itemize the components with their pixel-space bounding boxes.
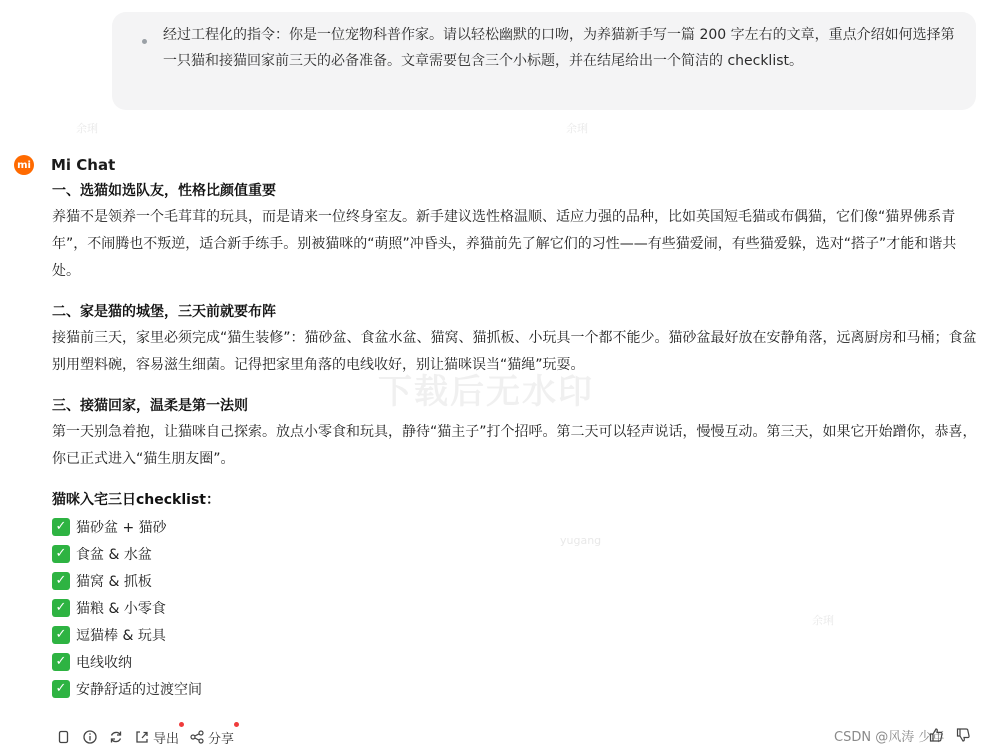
check-mark-icon: ✓ (52, 680, 70, 698)
check-mark-icon: ✓ (52, 572, 70, 590)
assistant-answer (52, 178, 980, 702)
checklist-item-label: 猫砂盆 + 猫砂 (76, 519, 167, 536)
checklist-item (52, 567, 980, 594)
thumbs-down-button[interactable] (955, 727, 971, 743)
section-title: 三、接猫回家，温柔是第一法则 (52, 398, 248, 414)
share-label: 分享 (208, 731, 235, 747)
export-icon (134, 729, 150, 745)
check-mark-icon: ✓ (52, 545, 70, 563)
checklist-item (52, 513, 980, 540)
regenerate-button[interactable] (108, 729, 124, 745)
message-toolbar (56, 727, 244, 747)
checklist-item (52, 648, 980, 675)
thumbs-down-icon (955, 727, 971, 743)
thumbs-up-button[interactable] (928, 727, 944, 743)
checklist-item-label: 电线收纳 (76, 654, 132, 671)
check-mark-icon: ✓ (52, 626, 70, 644)
mi-logo-icon: mi (14, 155, 34, 175)
share-icon (189, 729, 205, 745)
section-title: 二、家是猫的城堡，三天前就要布阵 (52, 304, 276, 320)
checklist-item (52, 594, 980, 621)
share-button[interactable] (189, 728, 234, 747)
answer-section (52, 393, 980, 473)
checklist-title: 猫咪入宅三日checklist： (52, 492, 220, 508)
checklist-item (52, 675, 980, 702)
answer-section (52, 299, 980, 379)
section-body: 第一天别急着抱，让猫咪自己探索。放点小零食和玩具，静待“猫主子”打个招呼。第二天可以轻声说话，慢慢互动。第三天，如果它开始蹭你，恭喜，你已正式进入“猫生朋友圈”。 (52, 424, 977, 467)
section-title: 一、选猫如选队友，性格比颜值重要 (52, 183, 276, 199)
faint-watermark: 余琍 (76, 122, 98, 135)
refresh-icon (108, 729, 124, 745)
checklist-item-label: 食盆 & 水盆 (76, 546, 152, 563)
info-icon (82, 729, 98, 745)
checklist-item-label: 安静舒适的过渡空间 (76, 681, 202, 698)
center-watermark: 下载后无水印 (378, 372, 594, 412)
answer-section (52, 178, 980, 285)
check-mark-icon: ✓ (52, 599, 70, 617)
checklist-item-label: 猫粮 & 小零食 (76, 600, 166, 617)
section-body: 接猫前三天，家里必须完成“猫生装修”：猫砂盆、食盆水盆、猫窝、猫抓板、小玩具一个都不能少。猫砂盆最好放在安静角落，远离厨房和马桶；食盆别用塑料碗，容易滋生细菌。记得把家里角落的电线收好，别让猫咪误当“猫绳”玩耍。 (52, 330, 977, 373)
faint-watermark: 余琍 (566, 122, 588, 135)
check-mark-icon: ✓ (52, 518, 70, 536)
checklist (52, 513, 980, 702)
thumbs-up-icon (928, 727, 944, 743)
checklist-item-label: 猫窝 & 抓板 (76, 573, 152, 590)
copy-icon (56, 729, 72, 745)
user-prompt-text: 经过工程化的指令：你是一位宠物科普作家。请以轻松幽默的口吻，为养猫新手写一篇 200 字左右的文章，重点介绍如何选择第一只猫和接猫回家前三天的必备准备。文章需要包含三个小标题，并在结尾给出一个简洁的 checklist。 (163, 27, 955, 69)
bullet-icon (142, 39, 147, 44)
info-button[interactable] (82, 729, 98, 745)
faint-watermark: 余琍 (812, 614, 834, 627)
copy-button[interactable] (56, 729, 72, 745)
notification-dot (179, 722, 184, 727)
section-body: 养猫不是领养一个毛茸茸的玩具，而是请来一位终身室友。新手建议选性格温顺、适应力强的品种，比如英国短毛猫或布偶猫，它们像“猫界佛系青年”，不闹腾也不叛逆，适合新手练手。别被猫咪的“萌照”冲昏头，养猫前先了解它们的习性——有些猫爱闹，有些猫爱躲，选对“搭子”才能和谐共处。 (52, 209, 957, 279)
export-label: 导出 (153, 731, 180, 747)
export-button[interactable] (134, 728, 179, 747)
checklist-item-label: 逗猫棒 & 玩具 (76, 627, 166, 644)
notification-dot (234, 722, 239, 727)
faint-watermark: yugang (560, 534, 602, 547)
assistant-header (14, 154, 115, 176)
checklist-item (52, 540, 980, 567)
check-mark-icon: ✓ (52, 653, 70, 671)
user-prompt-bubble (112, 12, 976, 110)
checklist-item (52, 621, 980, 648)
csdn-watermark: CSDN @风涛 少年 (834, 730, 945, 745)
assistant-name: Mi Chat (51, 156, 116, 174)
